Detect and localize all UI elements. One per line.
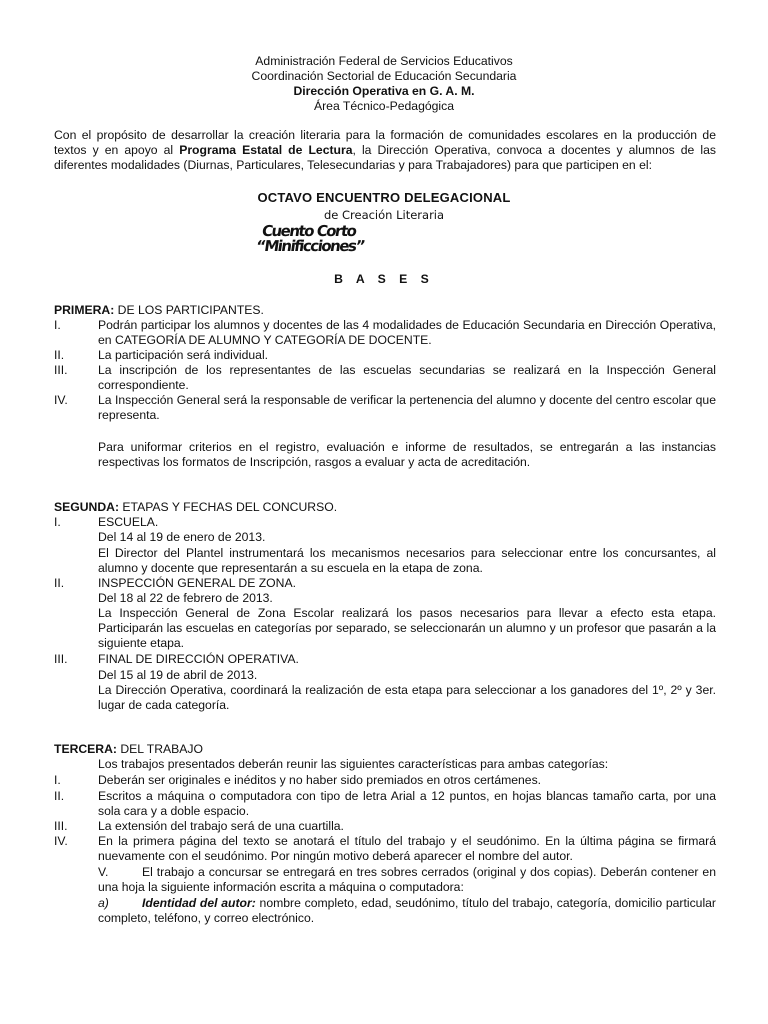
stage-2-date: Del 18 al 22 de febrero de 2013. [98,591,273,605]
tercera-item-5 [98,865,716,895]
stage-1-date: Del 14 al 19 de enero de 2013. [98,530,266,544]
item-text: Deberán ser originales e inéditos y no haber sido premiados en otros certámenes. [98,773,542,787]
item-text: La Inspección General será la responsable de verificar la pertenencia del alumno y docente del centro escolar que representa. [98,393,716,422]
stage-name: FINAL DE DIRECCIÓN OPERATIVA. [98,652,299,666]
item-5-text: El trabajo a concursar se entregará en tres sobres cerrados (original y dos copias). Deberán contener en una hoja la siguiente información escrita a máquina o computadora: [98,865,716,894]
stage-2-text: La Inspección General de Zona Escolar realizará los pasos necesarios para llevar a efecto esta etapa. Participarán las escuelas en categorías por separado, se seleccionarán un alumno y un profesor que pasarán a la siguiente etapa. [98,606,716,650]
genre-text-1: Cuento Corto [260,222,357,240]
primera-label: PRIMERA: [54,303,115,317]
item-number: IV. [54,393,68,407]
stage-number: II. [54,576,65,590]
item-text: La participación será individual. [98,348,269,362]
tercera-label: TERCERA: [54,742,117,756]
tercera-heading-text: DEL TRABAJO [116,742,203,756]
item-text: Escritos a máquina o computadora con tipo de letra Arial a 12 puntos, en hojas blancas tamaño carta, por una sola cara y a doble espacio. [98,789,716,818]
event-title: OCTAVO ENCUENTRO DELEGACIONAL [257,190,511,205]
stage-3-text: La Dirección Operativa, coordinará la realización de esta etapa para seleccionar a los ganadores del 1º, 2º y 3er. lugar de cada categoría. [98,683,716,712]
item-number: II. [54,789,65,803]
intro-program-name: Programa Estatal de Lectura [179,143,353,157]
stage-name: ESCUELA. [98,515,159,529]
intro-paragraph [54,128,716,173]
header-line-4: Área Técnico-Pedagógica [313,99,455,113]
item-5-number: V. [98,865,109,879]
stage-name: INSPECCIÓN GENERAL DE ZONA. [98,576,296,590]
item-text: La extensión del trabajo será de una cuartilla. [98,819,344,833]
tercera-intro: Los trabajos presentados deberán reunir las siguientes características para ambas categorías: [98,757,609,771]
item-number: I. [54,318,61,332]
bases-title: B A S E S [334,272,434,286]
event-subtitle: de Creación Literaria [323,208,445,222]
primera-heading-text: DE LOS PARTICIPANTES. [114,303,264,317]
item-number: II. [54,348,65,362]
segunda-label: SEGUNDA: [54,500,120,514]
item-number: III. [54,363,68,377]
primera-note: Para uniformar criterios en el registro, evaluación e informe de resultados, se entregarán a las instancias respectivas los formatos de Inscripción, rasgos a evaluar y acta de acreditación. [98,440,716,469]
header-line-1: Administración Federal de Servicios Educativos [255,54,513,68]
sub-a-letter: a) [98,896,109,910]
tercera-heading [54,742,203,757]
event-genre-line-2 [256,239,364,255]
item-number: IV. [54,834,68,848]
segunda-heading [54,500,337,515]
item-text: Podrán participar los alumnos y docentes de las 4 modalidades de Educación Secundaria en Dirección Operativa, en CATEGORÍA DE ALUMNO Y CATEGORÍA DE DOCENTE. [98,318,716,347]
item-number: I. [54,773,61,787]
stage-3-date: Del 15 al 19 de abril de 2013. [98,668,258,682]
stage-number: III. [54,652,68,666]
genre-text-2: “Minificciones” [254,237,366,255]
item-text: La inscripción de los representantes de las escuelas secundarias se realizará en la Inspección General correspondiente. [98,363,716,392]
item-number: III. [54,819,68,833]
header-line-2: Coordinación Sectorial de Educación Secundaria [251,69,517,83]
intro-text-2: , la Dirección Operativa, convoca a docentes y alumnos de las diferentes modalidades (Diurnas, Particulares, Telesecundarias y para Trabajadores) para que participen en el: [54,143,716,172]
stage-1-text: El Director del Plantel instrumentará los mecanismos necesarios para seleccionar entre los concursantes, al alumno y docente que representarán a su escuela en la etapa de zona. [98,546,716,575]
item-text: En la primera página del texto se anotará el título del trabajo y el seudónimo. En la última página se firmará nuevamente con el seudónimo. Por ningún motivo deberá aparecer el nombre del autor. [98,834,716,863]
intro-text-1: Con el propósito de desarrollar la creación literaria para la formación de comunidades escolares en la producción de textos y en apoyo al [54,128,716,157]
header-line-3: Dirección Operativa en G. A. M. [293,84,475,98]
sub-a-text: nombre completo, edad, seudónimo, título del trabajo, categoría, domicilio particular completo, teléfono, y correo electrónico. [98,896,716,925]
sub-a-label: Identidad del autor: [142,896,256,910]
tercera-sub-a [98,896,716,926]
segunda-heading-text: ETAPAS Y FECHAS DEL CONCURSO. [119,500,338,514]
primera-heading [54,303,264,318]
stage-number: I. [54,515,61,529]
